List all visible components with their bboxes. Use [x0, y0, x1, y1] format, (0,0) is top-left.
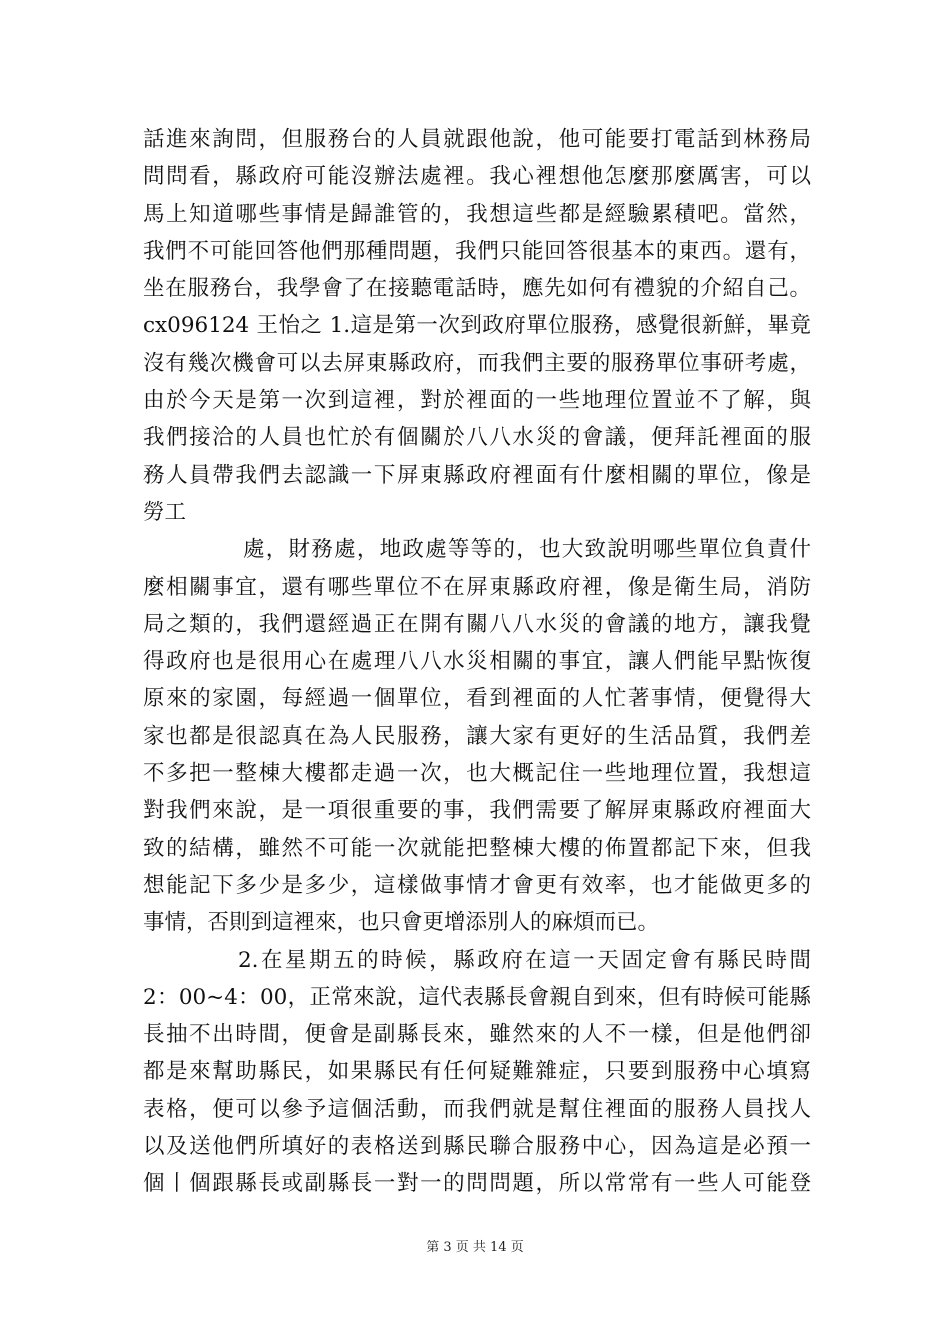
text-line: cx096124 王怡之 1.這是第一次到政府單位服務，感覺很新鮮，畢竟: [143, 313, 811, 339]
text-line: 不多把一整棟大樓都走過一次，也大概記住一些地理位置，我想這: [143, 761, 811, 787]
text-line: 家也都是很認真在為人民服務，讓大家有更好的生活品質，我們差: [143, 723, 811, 749]
text-line: 個丨個跟縣長或副縣長一對一的問問題，所以常常有一些人可能登: [143, 1171, 811, 1197]
text-line: 坐在服務台，我學會了在接聽電話時，應先如何有禮貌的介紹自己。: [143, 276, 811, 302]
text-line: 原來的家園，每經過一個單位，看到裡面的人忙著事情，便覺得大: [143, 686, 811, 712]
text-line: 沒有幾次機會可以去屏東縣政府，而我們主要的服務單位事研考處，: [143, 350, 811, 376]
text-line: 話進來詢問，但服務台的人員就跟他說，他可能要打電話到林務局: [143, 127, 811, 152]
text-line: 2：00~4：00，正常來說，這代表縣長會親自到來，但有時候可能縣: [143, 984, 811, 1010]
text-line: 得政府也是很用心在處理八八水災相關的事宜，讓人們能早點恢復: [143, 649, 811, 675]
text-line: 表格，便可以參予這個活動，而我們就是幫住裡面的服務人員找人: [143, 1096, 811, 1122]
text-line: 由於今天是第一次到這裡，對於裡面的一些地理位置並不了解，與: [143, 388, 811, 414]
text-line: 我們不可能回答他們那種問題，我們只能回答很基本的東西。還有，: [143, 238, 811, 264]
text-line: 對我們來說，是一項很重要的事，我們需要了解屏東縣政府裡面大: [143, 798, 811, 824]
document-body: [143, 121, 811, 1203]
text-line: 勞工: [143, 499, 187, 525]
text-line: 馬上知道哪些事情是歸誰管的，我想這些都是經驗累積吧。當然，: [143, 201, 811, 227]
text-line: 想能記下多少是多少，這樣做事情才會更有效率，也才能做更多的: [143, 872, 811, 898]
text-line: 處，財務處，地政處等等的，也大致說明哪些單位負責什: [243, 537, 811, 563]
text-line: 長抽不出時間，便會是副縣長來，雖然來的人不一樣，但是他們卻: [143, 1022, 811, 1048]
text-line: 局之類的，我們還經過正在開有關八八水災的會議的地方，讓我覺: [143, 611, 811, 637]
text-line: 2.在星期五的時候，縣政府在這一天固定會有縣民時間: [238, 947, 811, 973]
text-line: 致的結構，雖然不可能一次就能把整棟大樓的佈置都記下來，但我: [143, 835, 811, 861]
text-line: 麼相關事宜，還有哪些單位不在屏東縣政府裡，像是衛生局，消防: [143, 574, 811, 600]
text-line: 都是來幫助縣民，如果縣民有任何疑難雜症，只要到服務中心填寫: [143, 1059, 811, 1085]
page-number: 第 3 页 共 14 页: [426, 1240, 524, 1255]
text-line: 務人員帶我們去認識一下屏東縣政府裡面有什麼相關的單位，像是: [143, 462, 811, 488]
text-line: 我們接洽的人員也忙於有個關於八八水災的會議，便拜託裡面的服: [143, 425, 811, 451]
text-line: 問問看，縣政府可能沒辦法處裡。我心裡想他怎麼那麼厲害，可以: [143, 164, 811, 190]
text-line: 事情，否則到這裡來，也只會更增添別人的麻煩而已。: [143, 910, 660, 936]
text-line: 以及送他們所填好的表格送到縣民聯合服務中心，因為這是必預一: [143, 1134, 811, 1160]
